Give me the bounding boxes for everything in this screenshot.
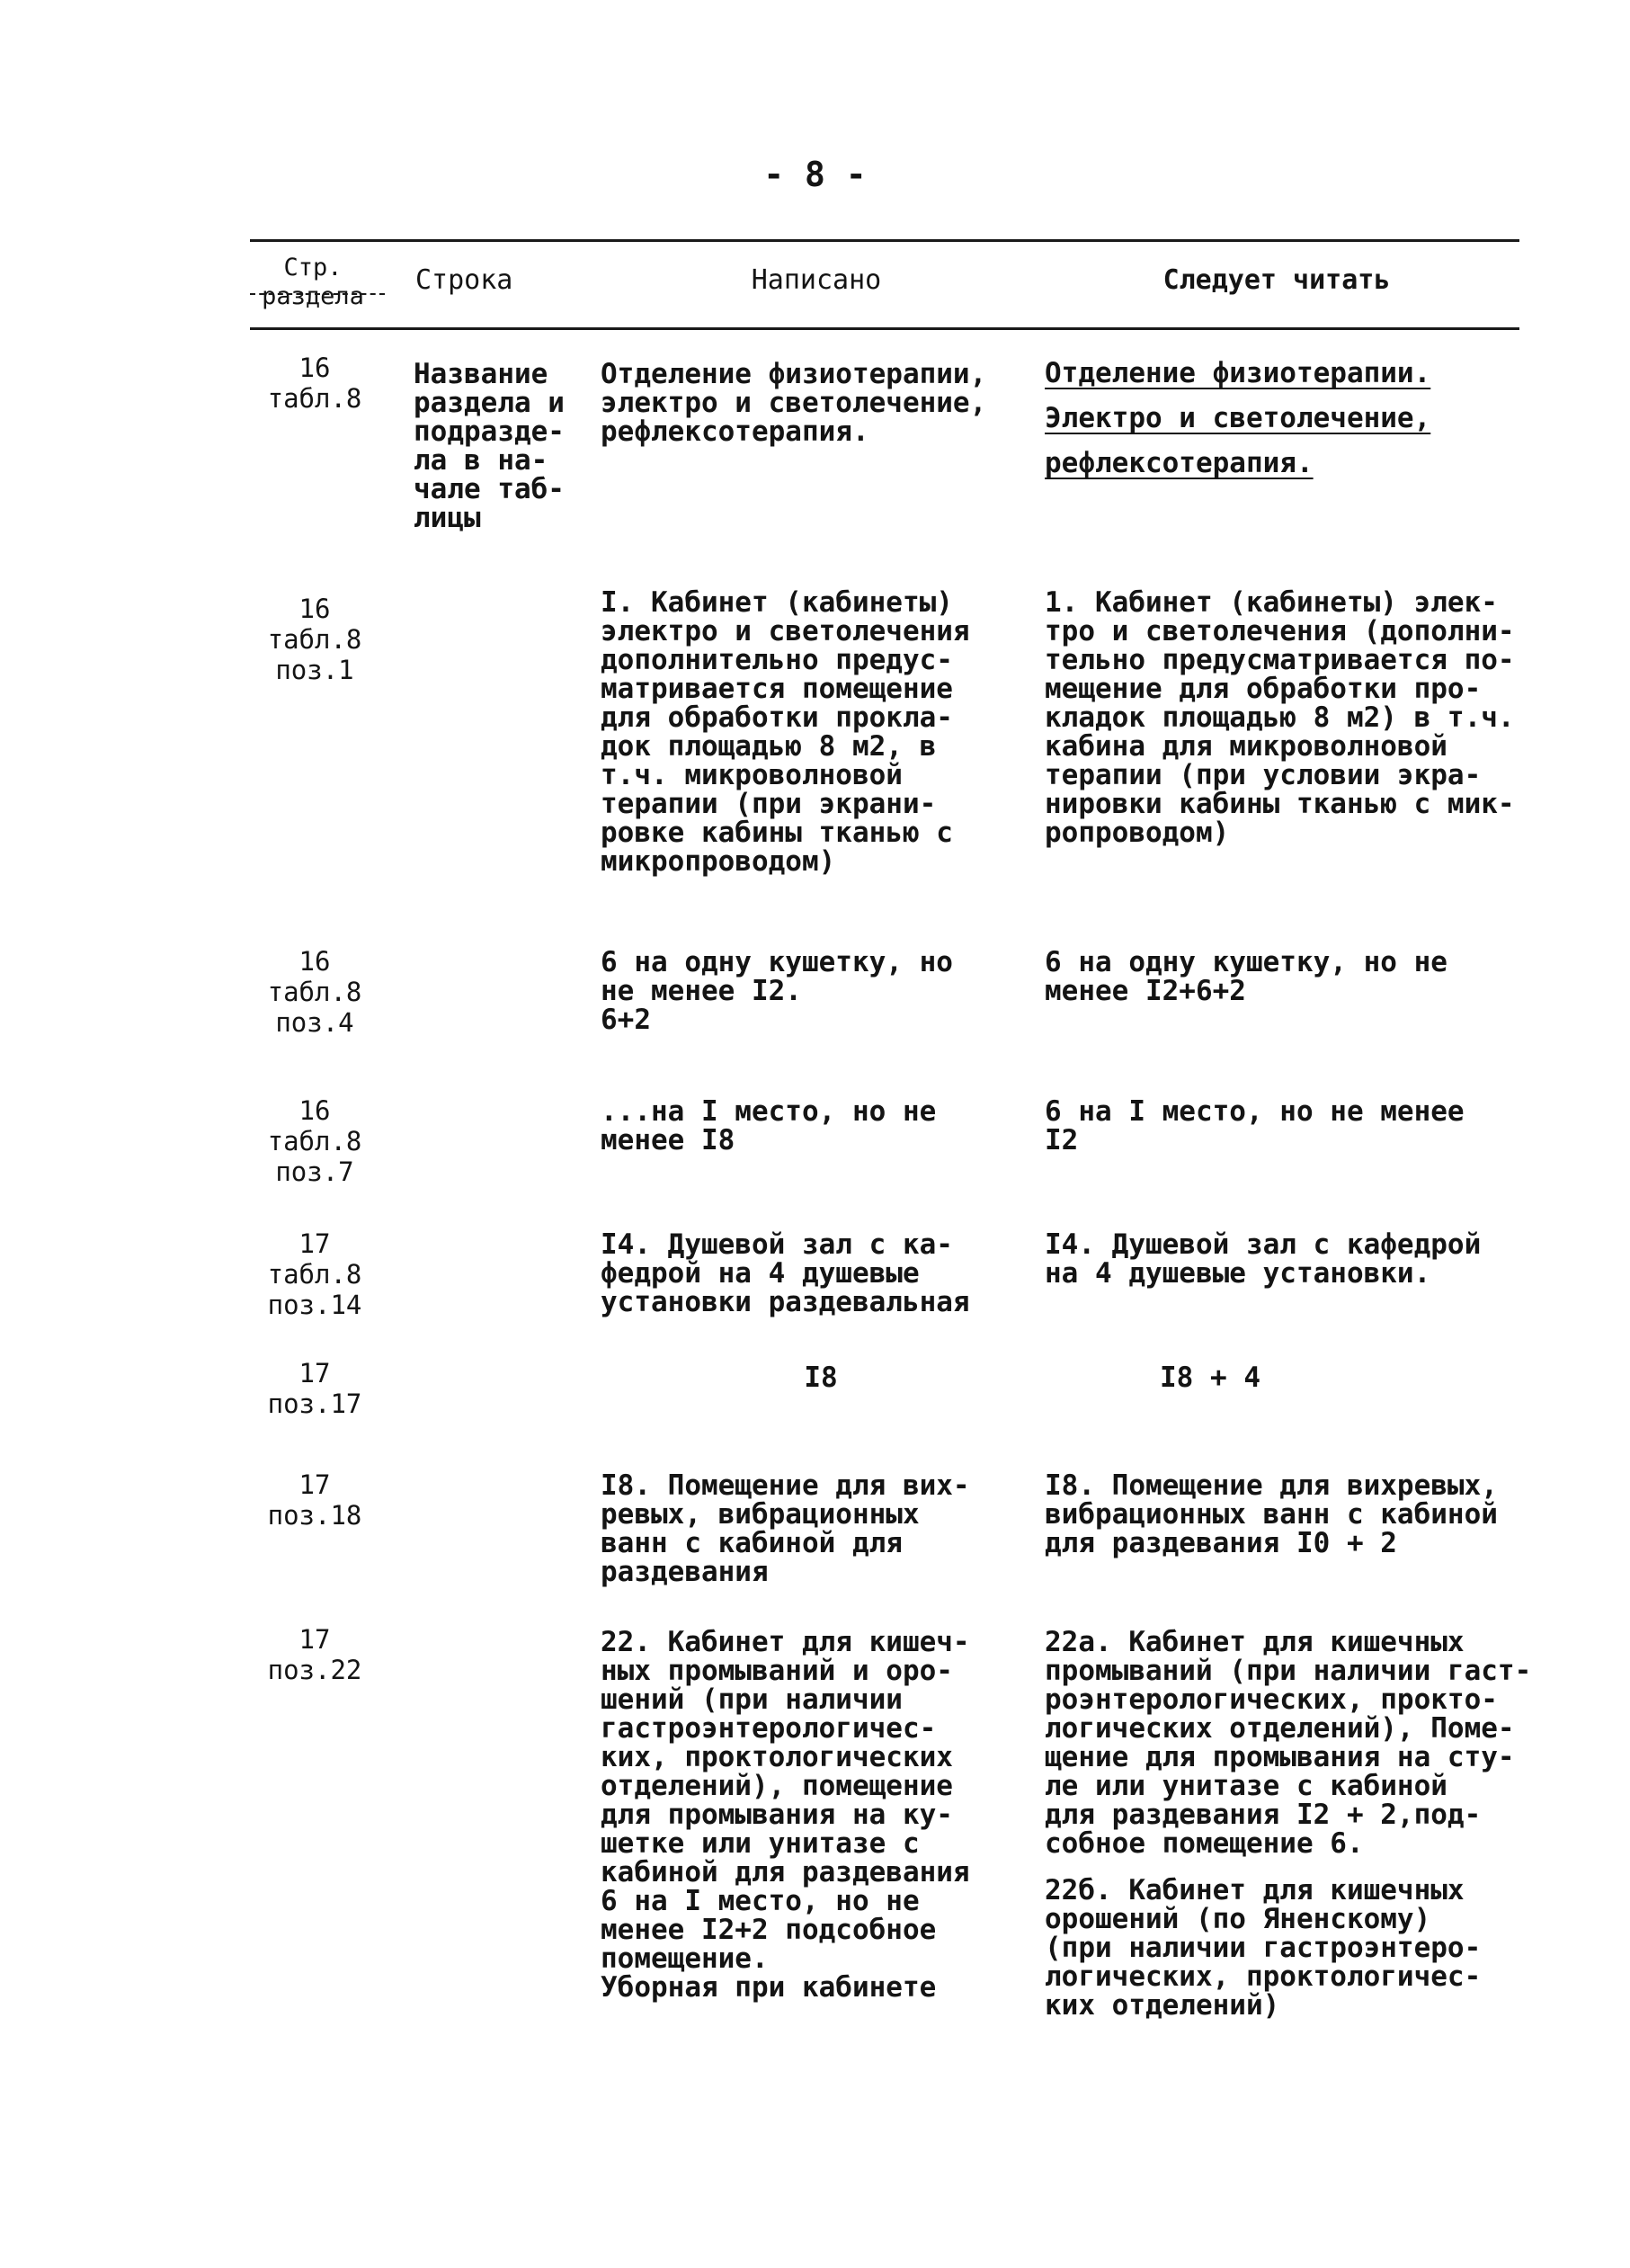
row-ref: 16 табл.8 поз.1 — [267, 594, 362, 685]
table-top-rule — [250, 239, 1519, 242]
row-written: Отделение физиотерапии, электро и светолечение, рефлексотерапия. — [601, 358, 987, 448]
row-ref: 17 поз.18 — [267, 1469, 362, 1531]
page-number: - 8 - — [763, 155, 867, 194]
row-correct: I8. Помещение для вихревых, вибрационных ванн с кабиной для раздевания I0 + 2 — [1045, 1469, 1498, 1559]
row-correct: Отделение физиотерапии. Электро и светолечение, рефлексотерапия. — [1045, 357, 1431, 479]
row-correct: I4. Душевой зал с кафедрой на 4 душевые установки. — [1045, 1228, 1482, 1290]
table-header-rule — [250, 327, 1519, 330]
row-line: Название раздела и подразде- ла в на- чале таб- лицы — [414, 358, 565, 534]
header-col-section-page: Стр. раздела — [262, 254, 364, 310]
row-ref: 16 табл.8 поз.7 — [267, 1095, 362, 1187]
row-correct-b: 22б. Кабинет для кишечных орошений (по Яненскому) (при наличии гастроэнтеро- логических, проктологичес- ких отделений) — [1045, 1874, 1482, 2022]
row-written: I8 — [804, 1362, 838, 1394]
row-written: 22. Кабинет для кишеч- ных промываний и оро- шений (при наличии гастроэнтерологичес- ких, проктологических отделений), помещение для промывания на ку- шетке или унитазе с кабиной для раздевания 6 на I место, но не менее I2+2 подсобное помещение. Уборная при кабинете — [601, 1626, 970, 2004]
row-correct: 6 на одну кушетку, но не менее I2+6+2 — [1045, 946, 1447, 1007]
row-ref: 16 табл.8 — [267, 353, 362, 414]
row-ref: 17 табл.8 поз.14 — [267, 1228, 362, 1320]
row-correct: 6 на I место, но не менее I2 — [1045, 1095, 1465, 1156]
row-written: I. Кабинет (кабинеты) электро и светолечения дополнительно предус- матривается помещение для обработки прокла- док площадью 8 м2, в т.ч. микроволновой терапии (при экрани- ровке кабины тканью с микропроводом) — [601, 586, 970, 878]
header-col-should-read: Следует читать — [1162, 264, 1391, 296]
row-written: ...на I место, но не менее I8 — [601, 1095, 937, 1156]
row-written: I4. Душевой зал с ка- федрой на 4 душевые установки раздевальная — [601, 1228, 970, 1318]
row-ref: 16 табл.8 поз.4 — [267, 946, 362, 1038]
row-correct: I8 + 4 — [1160, 1362, 1260, 1394]
row-ref: 17 поз.22 — [267, 1624, 362, 1685]
row-correct: 22а. Кабинет для кишечных промываний (при наличии гаст- роэнтерологических, прокто- логических отделений), Поме- щение для промывания на сту- ле или унитазе с кабиной для раздевания I2 + 2,под- собное помещение 6. — [1045, 1626, 1532, 1860]
row-correct: 1. Кабинет (кабинеты) элек- тро и светолечения (дополни- тельно предусматривается по- мещение для обработки про- кладок площадью 8 м2) в т.ч. кабина для микроволновой терапии (при условии экра- нировки кабины тканью с мик- ропроводом) — [1045, 586, 1515, 849]
row-ref: 17 поз.17 — [267, 1358, 362, 1419]
header-col-line: Строка — [415, 264, 513, 296]
header-dashed-rule — [250, 293, 385, 295]
row-written: I8. Помещение для вих- ревых, вибрационных ванн с кабиной для раздевания — [601, 1469, 970, 1588]
header-col-written: Написано — [751, 264, 882, 296]
row-written: 6 на одну кушетку, но не менее I2. 6+2 — [601, 946, 953, 1036]
